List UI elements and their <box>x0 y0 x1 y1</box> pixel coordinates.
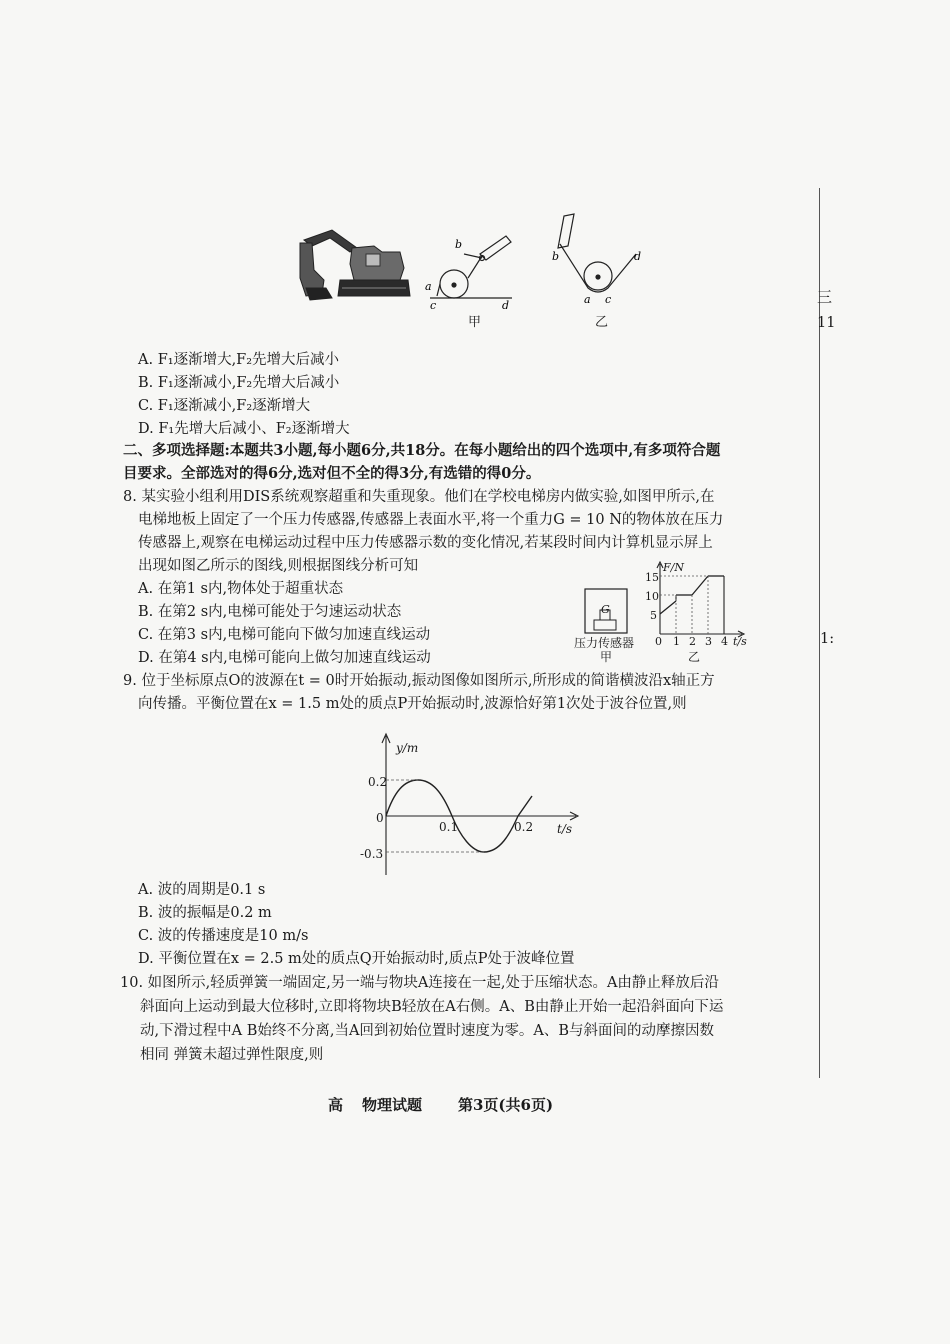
q7-option-d: D. F₁先增大后减小、F₂逐渐增大 <box>138 421 350 437</box>
q9-vibration-graph <box>350 730 580 880</box>
q8-x-tick-1: 1 <box>673 635 680 648</box>
q9-x-axis-label: t/s <box>557 822 573 836</box>
q8-x-axis-label: t/s <box>733 635 747 648</box>
q8-y-tick-10: 10 <box>645 590 659 603</box>
q9-x-tick-0.2: 0.2 <box>514 820 534 834</box>
jia-point-b: b <box>455 238 463 251</box>
q9-y-tick-0: 0 <box>376 811 384 825</box>
q8-stem-line4: 出现如图乙所示的图线,则根据图线分析可知 <box>138 558 419 574</box>
q8-stem-line2: 电梯地板上固定了一个压力传感器,传感器上表面水平,将一个重力G = 10 N的物体放在压力 <box>138 512 724 528</box>
jia-point-d: d <box>502 299 510 312</box>
footer-page-number: 第3页(共6页) <box>458 1096 554 1114</box>
q9-y-tick-0.2: 0.2 <box>368 775 388 789</box>
q8-y-axis-label: F/N <box>663 561 684 574</box>
q8-stem-line3: 传感器上,观察在电梯运动过程中压力传感器示数的变化情况,若某段时间内计算机显示屏上 <box>138 535 713 551</box>
q8-option-a: A. 在第1 s内,物体处于超重状态 <box>138 581 344 597</box>
q10-stem-line4: 相同 弹簧未超过弹性限度,则 <box>140 1047 324 1063</box>
q8-y-tick-15: 15 <box>645 571 659 584</box>
q8-option-b: B. 在第2 s内,电梯可能处于匀速运动状态 <box>138 604 402 620</box>
q8-label-jia: 甲 <box>600 650 613 664</box>
yi-point-b: b <box>552 250 560 263</box>
footer-subject: 物理试题 <box>362 1096 423 1114</box>
yi-point-d: d <box>634 250 642 263</box>
q7-label-yi: 乙 <box>595 315 609 330</box>
q8-x-tick-4: 4 <box>721 635 728 648</box>
footer-grade: 高 <box>328 1096 344 1114</box>
jia-point-c: c <box>430 299 437 312</box>
diagram-yi <box>558 214 636 292</box>
q8-sensor-label: 压力传感器 <box>574 636 635 650</box>
section2-heading-line2: 目要求。全部选对的得6分,选对但不全的得3分,有选错的得0分。 <box>123 465 541 482</box>
q7-option-c: C. F₁逐渐减小,F₂逐渐增大 <box>138 398 311 414</box>
q8-option-d: D. 在第4 s内,电梯可能向上做匀加速直线运动 <box>138 650 431 666</box>
q7-option-a: A. F₁逐渐增大,F₂先增大后减小 <box>138 352 340 368</box>
q9-x-tick-0.1: 0.1 <box>439 820 459 834</box>
q9-option-a: A. 波的周期是0.1 s <box>138 882 266 898</box>
excavator-image <box>300 230 410 300</box>
jia-point-a: a <box>425 280 432 293</box>
q8-x-tick-0: 0 <box>655 635 662 648</box>
q7-label-jia: 甲 <box>468 315 482 330</box>
q8-option-c: C. 在第3 s内,电梯可能向下做匀加速直线运动 <box>138 627 431 643</box>
q9-stem-line1: 9. 位于坐标原点O的波源在t = 0时开始振动,振动图像如图所示,所形成的简谐横波沿x轴正方 <box>123 673 715 689</box>
q8-stem-line1: 8. 某实验小组利用DIS系统观察超重和失重现象。他们在学校电梯房内做实验,如图甲所示,在 <box>123 489 715 505</box>
q10-stem-line2: 斜面向上运动到最大位移时,立即将物块B轻放在A右侧。A、B由静止开始一起沿斜面向下运 <box>140 999 724 1015</box>
q8-object-label: G <box>601 603 610 616</box>
yi-point-a: a <box>584 293 591 306</box>
q9-graph-svg <box>350 730 580 880</box>
q8-x-tick-3: 3 <box>705 635 712 648</box>
section2-heading-line1: 二、多项选择题:本题共3小题,每小题6分,共18分。在每小题给出的四个选项中,有多项符合题 <box>123 442 721 459</box>
diagram-jia <box>430 236 512 298</box>
q9-option-c: C. 波的传播速度是10 m/s <box>138 928 309 944</box>
right-margin-section-char: 三 <box>817 288 833 306</box>
yi-point-c: c <box>605 293 612 306</box>
q10-stem-line3: 动,下滑过程中A B始终不分离,当A回到初始位置时速度为零。A、B与斜面间的动摩擦因数 <box>140 1023 715 1039</box>
q9-option-d: D. 平衡位置在x = 2.5 m处的质点Q开始振动时,质点P处于波峰位置 <box>138 951 575 967</box>
q8-y-tick-5: 5 <box>650 609 657 622</box>
q7-option-b: B. F₁逐渐减小,F₂先增大后减小 <box>138 375 340 391</box>
right-margin-question-number: 11 <box>817 315 836 331</box>
q9-y-tick-neg0.3: -0.3 <box>360 847 384 861</box>
q9-y-axis-label: y/m <box>396 741 419 755</box>
q10-stem-line1: 10. 如图所示,轻质弹簧一端固定,另一端与物块A连接在一起,处于压缩状态。A由静止释放后沿 <box>120 975 719 991</box>
right-margin-question-number-2: 1: <box>820 631 835 647</box>
q9-stem-line2: 向传播。平衡位置在x = 1.5 m处的质点P开始振动时,波源恰好第1次处于波谷位置,则 <box>138 696 687 712</box>
q8-x-tick-2: 2 <box>689 635 696 648</box>
q9-option-b: B. 波的振幅是0.2 m <box>138 905 272 921</box>
q8-label-yi: 乙 <box>688 650 701 664</box>
